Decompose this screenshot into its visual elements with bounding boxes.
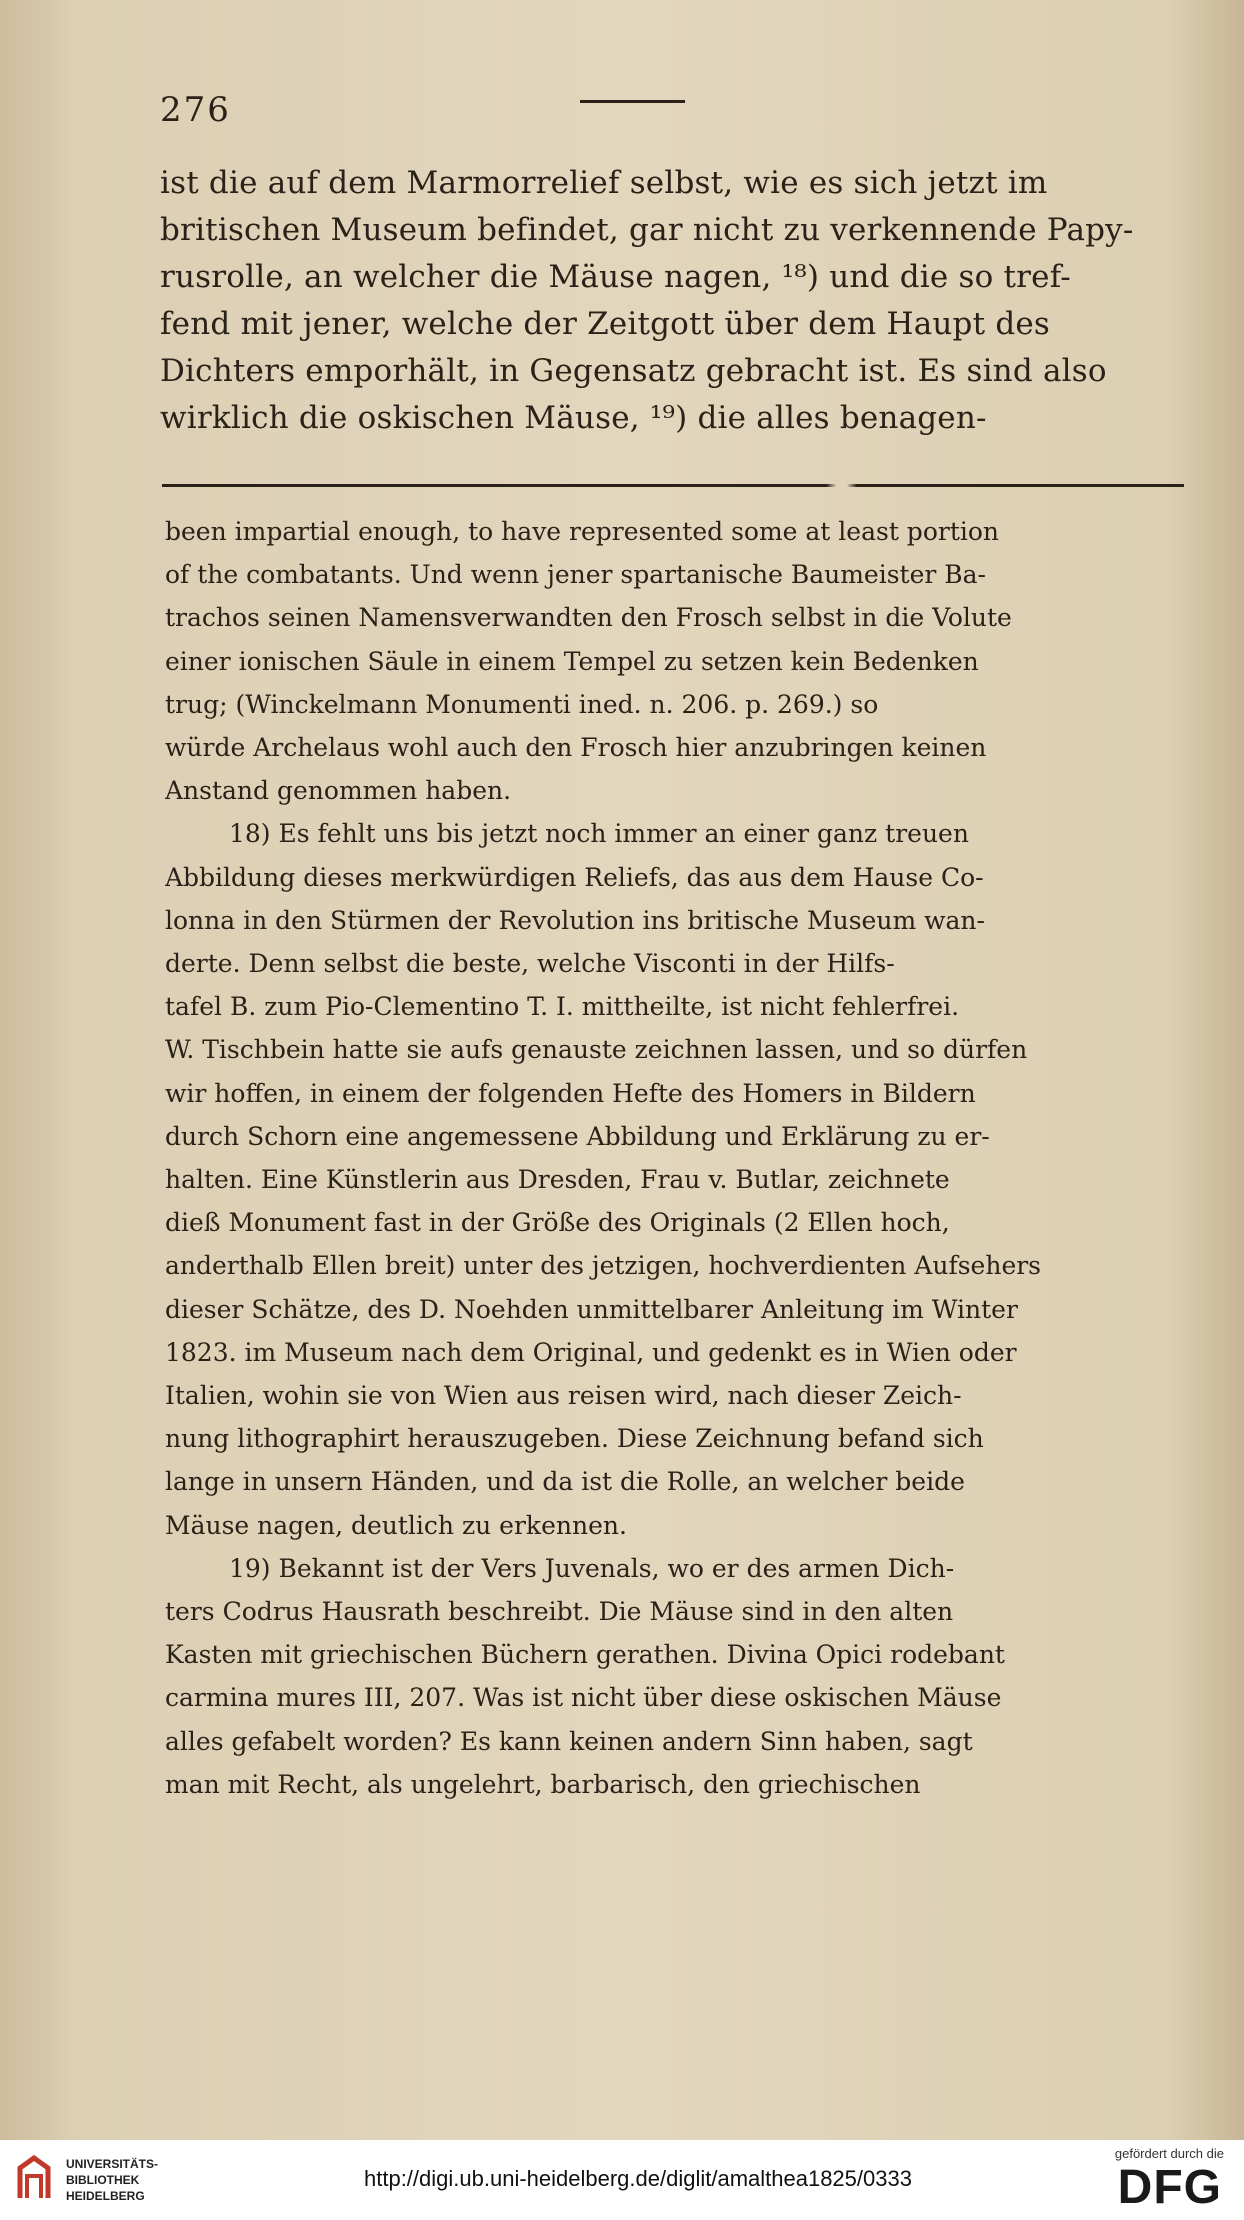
library-name-line: UNIVERSITÄTS- xyxy=(66,2157,159,2171)
footnote-line: einer ionischen Säule in einem Tempel zu setzen kein Bedenken xyxy=(165,646,979,676)
university-library-logo-icon xyxy=(14,2154,54,2204)
main-text-line: Dichters emporhält, in Gegensatz gebracht ist. Es sind also xyxy=(160,353,1107,389)
main-text-line: fend mit jener, welche der Zeitgott über dem Haupt des xyxy=(160,306,1051,342)
footnote-18-start: 18) Es fehlt uns bis jetzt noch immer an einer ganz treuen xyxy=(229,819,969,849)
footnote-line: derte. Denn selbst die beste, welche Visconti in der Hilfs- xyxy=(165,949,895,979)
footnote-line: man mit Recht, als ungelehrt, barbarisch, den griechischen xyxy=(165,1769,921,1799)
main-text-line: wirklich die oskischen Mäuse, ¹⁹) die alles benagen- xyxy=(160,400,987,436)
main-text-line: rusrolle, an welcher die Mäuse nagen, ¹⁸) und die so tref- xyxy=(160,259,1071,295)
footnote-19-start: 19) Bekannt ist der Vers Juvenals, wo er des armen Dich- xyxy=(229,1553,955,1583)
footnote-line: Anstand genommen haben. xyxy=(165,776,512,806)
footnote-line: tafel B. zum Pio-Clementino T. I. mittheilte, ist nicht fehlerfrei. xyxy=(165,992,960,1022)
footnote-line: of the combatants. Und wenn jener spartanische Baumeister Ba- xyxy=(165,560,987,590)
main-text-line: britischen Museum befindet, gar nicht zu verkennende Papy- xyxy=(160,212,1134,248)
footnote-line: nung lithographirt herauszugeben. Diese Zeichnung befand sich xyxy=(165,1424,984,1454)
footnote-line: Italien, wohin sie von Wien aus reisen wird, nach dieser Zeich- xyxy=(165,1381,962,1411)
library-name-line: HEIDELBERG xyxy=(66,2189,145,2203)
footnote-line: wir hoffen, in einem der folgenden Hefte des Homers in Bildern xyxy=(165,1078,976,1108)
page-header xyxy=(160,90,1090,130)
library-name-line: BIBLIOTHEK xyxy=(66,2173,140,2187)
footnote-line: trug; (Winckelmann Monumenti ined. n. 206. p. 269.) so xyxy=(165,689,879,719)
footnote-line: W. Tischbein hatte sie aufs genauste zeichnen lassen, und so dürfen xyxy=(165,1035,1028,1065)
dfg-logo: DFG xyxy=(1117,2161,1222,2214)
header-rule xyxy=(580,100,685,103)
sponsor-text: gefördert durch die xyxy=(1114,2146,1224,2161)
footnote-line: Kasten mit griechischen Büchern gerathen. Divina Opici rodebant xyxy=(165,1640,1005,1670)
footer-bar xyxy=(0,2140,1244,2220)
page-number: 276 xyxy=(160,90,231,130)
footnote-line: alles gefabelt worden? Es kann keinen andern Sinn haben, sagt xyxy=(165,1726,973,1756)
footnote-line: Mäuse nagen, deutlich zu erkennen. xyxy=(165,1510,627,1540)
footnote-line: dieß Monument fast in der Größe des Originals (2 Ellen hoch, xyxy=(165,1208,950,1238)
main-text xyxy=(160,160,1180,442)
footnote-line: würde Archelaus wohl auch den Frosch hier anzubringen keinen xyxy=(165,733,987,763)
footnote-divider xyxy=(162,484,1184,487)
digital-library-url[interactable]: http://digi.ub.uni-heidelberg.de/diglit/amalthea1825/0333 xyxy=(364,2166,912,2191)
footnote-line: ters Codrus Hausrath beschreibt. Die Mäuse sind in den alten xyxy=(165,1597,954,1627)
main-text-line: ist die auf dem Marmorrelief selbst, wie es sich jetzt im xyxy=(160,165,1048,201)
footnote-line: anderthalb Ellen breit) unter des jetzigen, hochverdienten Aufsehers xyxy=(165,1251,1042,1281)
footnote-line: halten. Eine Künstlerin aus Dresden, Frau v. Butlar, zeichnete xyxy=(165,1165,950,1195)
footnote-line: lange in unsern Händen, und da ist die Rolle, an welcher beide xyxy=(165,1467,965,1497)
footnote-line: been impartial enough, to have represented some at least portion xyxy=(165,517,1000,546)
footnote-line: durch Schorn eine angemessene Abbildung und Erklärung zu er- xyxy=(165,1121,990,1151)
footnotes xyxy=(165,510,1183,1806)
library-name xyxy=(66,2156,158,2204)
footnote-line: dieser Schätze, des D. Noehden unmittelbarer Anleitung im Winter xyxy=(165,1294,1018,1324)
footnote-line: Abbildung dieses merkwürdigen Reliefs, das aus dem Hause Co- xyxy=(165,862,984,892)
footnote-line: 1823. im Museum nach dem Original, und gedenkt es in Wien oder xyxy=(165,1337,1017,1367)
footnote-line: trachos seinen Namensverwandten den Frosch selbst in die Volute xyxy=(165,603,1012,633)
footnote-line: carmina mures III, 207. Was ist nicht über diese oskischen Mäuse xyxy=(165,1683,1002,1713)
footnote-line: lonna in den Stürmen der Revolution ins britische Museum wan- xyxy=(165,905,985,935)
